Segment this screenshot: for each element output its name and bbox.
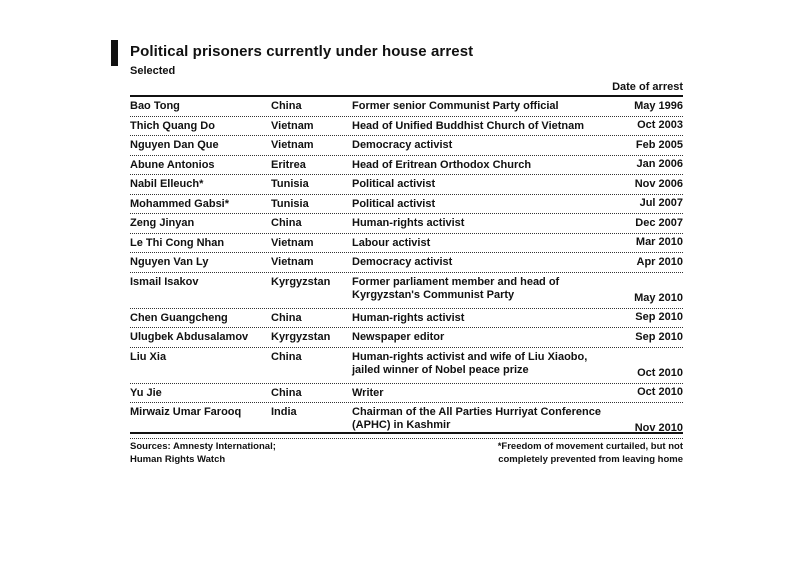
arrest-date: Jul 2007 xyxy=(639,197,683,209)
prisoner-country: China xyxy=(271,350,302,363)
prisoner-country: Vietnam xyxy=(271,139,314,151)
description-line: Human-rights activist xyxy=(352,217,465,229)
table-row xyxy=(130,384,683,404)
table-row xyxy=(130,195,683,215)
prisoner-description xyxy=(352,387,384,400)
prisoner-name: Nguyen Dan Que xyxy=(130,139,219,151)
arrest-date: Sep 2010 xyxy=(635,330,683,343)
description-line: Kyrgyzstan's Communist Party xyxy=(352,288,515,301)
prisoner-name: Mohammed Gabsi* xyxy=(130,197,230,210)
description-line: Human-rights activist xyxy=(352,311,465,324)
description-line: Head of Unified Buddhist Church of Vietnam xyxy=(352,119,585,132)
sources-note xyxy=(130,440,276,466)
prisoner-name: Thich Quang Do xyxy=(130,119,215,132)
prisoner-country: Vietnam xyxy=(271,256,314,268)
prisoner-description xyxy=(352,276,559,302)
table-row xyxy=(130,136,683,156)
arrest-date: Mar 2010 xyxy=(635,236,683,248)
footnote-line: *Freedom of movement curtailed, but not xyxy=(497,441,683,452)
prisoner-description xyxy=(352,100,559,113)
description-line: Former parliament member and head of xyxy=(352,275,560,288)
prisoner-description xyxy=(352,178,435,191)
arrest-date: Jan 2006 xyxy=(636,158,683,170)
footnote-line: completely prevented from leaving home xyxy=(498,454,683,465)
prisoner-country: Vietnam xyxy=(271,236,314,249)
prisoner-country: Eritrea xyxy=(271,158,306,171)
description-line: Human-rights activist and wife of Liu Xiaobo, xyxy=(352,350,588,363)
prisoner-country: Kyrgyzstan xyxy=(271,275,331,288)
table-bottom-rule xyxy=(130,432,683,434)
description-line: (APHC) in Kashmir xyxy=(352,419,451,431)
table-row xyxy=(130,253,683,273)
description-line: Chairman of the All Parties Hurriyat Conference xyxy=(352,406,601,418)
prisoner-country: China xyxy=(271,386,302,399)
description-line: Democracy activist xyxy=(352,139,453,151)
prisoner-country: Vietnam xyxy=(271,119,314,132)
description-line: Political activist xyxy=(352,197,436,210)
page-title: Political prisoners currently under house arrest xyxy=(130,43,474,60)
arrest-date: Oct 2003 xyxy=(637,119,683,131)
arrest-date: Oct 2010 xyxy=(637,386,683,398)
prisoner-country: China xyxy=(271,311,302,324)
arrest-date: Apr 2010 xyxy=(636,255,683,268)
description-line: Head of Eritrean Orthodox Church xyxy=(352,158,532,171)
table-row xyxy=(130,273,683,309)
arrest-date: May 2010 xyxy=(634,291,683,304)
table-row xyxy=(130,348,683,384)
prisoner-name: Abune Antonios xyxy=(130,158,215,171)
prisoner-description xyxy=(352,120,584,133)
prisoner-country: China xyxy=(271,100,302,112)
prisoner-country: China xyxy=(271,217,302,229)
arrest-date: Dec 2007 xyxy=(635,216,683,229)
prisoner-name: Liu Xia xyxy=(130,350,167,363)
description-line: Newspaper editor xyxy=(352,331,445,343)
table-row xyxy=(130,156,683,176)
table-row xyxy=(130,175,683,195)
prisoner-name: Mirwaiz Umar Farooq xyxy=(130,406,242,418)
prisoner-name: Ulugbek Abdusalamov xyxy=(130,331,249,343)
prisoner-description xyxy=(352,351,587,377)
table-row xyxy=(130,234,683,254)
prisoner-country: Kyrgyzstan xyxy=(271,331,331,343)
prisoner-description xyxy=(352,198,435,211)
prisoner-name: Nabil Elleuch* xyxy=(130,178,204,190)
prisoner-name: Bao Tong xyxy=(130,100,180,112)
table-row xyxy=(130,214,683,234)
prisoner-description xyxy=(352,139,452,152)
date-column-header: Date of arrest xyxy=(612,81,683,93)
page-subtitle: Selected xyxy=(130,65,176,77)
prisoner-name: Le Thi Cong Nhan xyxy=(130,236,225,249)
prisoner-country: India xyxy=(271,406,297,418)
prisoner-name: Chen Guangcheng xyxy=(130,311,228,324)
description-line: Writer xyxy=(352,386,384,399)
arrest-date: May 1996 xyxy=(634,99,683,112)
description-line: Labour activist xyxy=(352,236,431,249)
prisoner-name: Yu Jie xyxy=(130,386,162,399)
title-accent-bar xyxy=(111,40,118,66)
prisoner-country: Tunisia xyxy=(271,178,309,190)
prisoner-name: Ismail Isakov xyxy=(130,275,199,288)
prisoner-description xyxy=(352,256,452,269)
description-line: Former senior Communist Party official xyxy=(352,100,559,112)
prisoner-name: Zeng Jinyan xyxy=(130,217,195,229)
prisoner-description xyxy=(352,331,444,344)
arrest-date: Nov 2006 xyxy=(634,177,683,190)
arrest-date: Feb 2005 xyxy=(635,138,683,151)
prisoner-description xyxy=(352,217,464,230)
footnote xyxy=(498,440,683,466)
prisoner-country: Tunisia xyxy=(271,197,309,210)
table-row xyxy=(130,117,683,137)
arrest-date: Oct 2010 xyxy=(637,366,683,379)
arrest-date: Sep 2010 xyxy=(635,311,683,323)
description-line: Democracy activist xyxy=(352,256,453,268)
table-row xyxy=(130,328,683,348)
prisoner-table xyxy=(130,97,683,439)
arrest-date: Nov 2010 xyxy=(634,422,683,434)
table-row xyxy=(130,97,683,117)
sources-line: Human Rights Watch xyxy=(130,454,226,465)
prisoner-description xyxy=(352,312,464,325)
sources-line: Sources: Amnesty International; xyxy=(130,441,276,452)
prisoner-description xyxy=(352,406,601,432)
prisoner-name: Nguyen Van Ly xyxy=(130,256,209,268)
description-line: jailed winner of Nobel peace prize xyxy=(352,363,529,376)
table-row xyxy=(130,309,683,329)
prisoner-description xyxy=(352,159,531,172)
description-line: Political activist xyxy=(352,178,436,190)
prisoner-description xyxy=(352,237,430,250)
